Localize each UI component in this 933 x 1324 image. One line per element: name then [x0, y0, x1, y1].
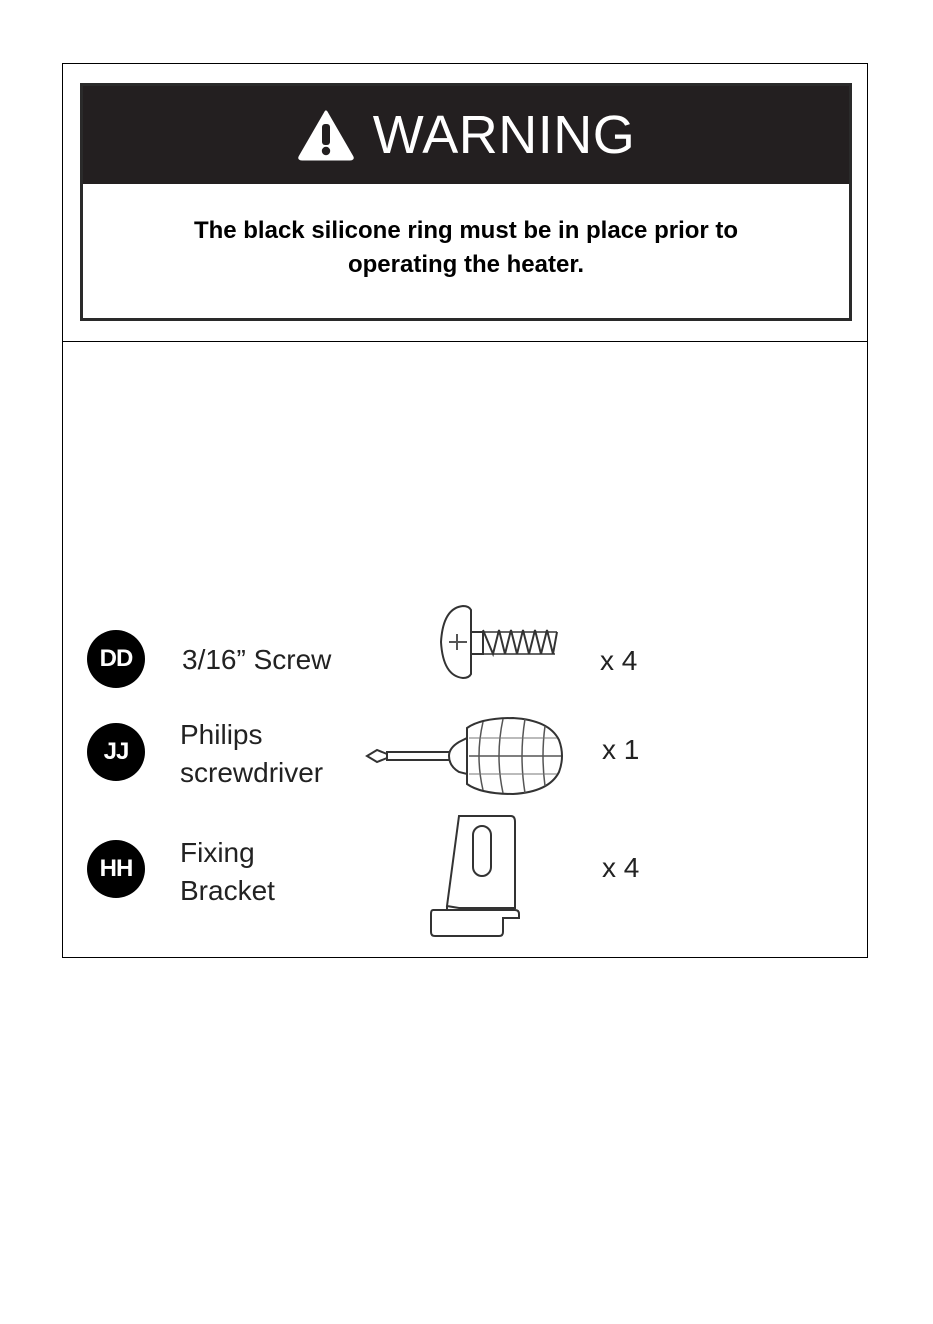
- part-label-line: screwdriver: [180, 757, 324, 788]
- bracket-icon: [429, 812, 529, 945]
- screwdriver-icon: [363, 714, 567, 803]
- part-badge-dd: DD: [87, 630, 145, 688]
- part-badge-jj: JJ: [87, 723, 145, 781]
- part-label-line: Fixing: [180, 837, 255, 868]
- warning-message-line: The black silicone ring must be in place prior to: [193, 217, 739, 244]
- warning-triangle-icon: [297, 109, 355, 161]
- part-label-line: 3/16” Screw: [182, 644, 332, 675]
- part-label-dd: [182, 641, 331, 679]
- warning-header: [83, 86, 849, 184]
- page-frame: [62, 63, 868, 958]
- section-divider: [63, 341, 867, 342]
- part-label-line: Bracket: [180, 875, 275, 906]
- part-label-line: Philips: [180, 719, 263, 750]
- part-quantity-dd: x 4: [600, 645, 638, 676]
- warning-message-line: operating the heater.: [347, 251, 585, 278]
- part-label-jj: [180, 716, 323, 792]
- warning-title: WARNING: [372, 105, 636, 165]
- warning-message: [83, 214, 849, 282]
- part-label-hh: [180, 834, 275, 910]
- screw-icon: [437, 604, 563, 685]
- part-quantity-hh: x 4: [602, 852, 640, 883]
- warning-box: [80, 83, 852, 321]
- part-quantity-jj: x 1: [602, 734, 640, 765]
- part-badge-hh: HH: [87, 840, 145, 898]
